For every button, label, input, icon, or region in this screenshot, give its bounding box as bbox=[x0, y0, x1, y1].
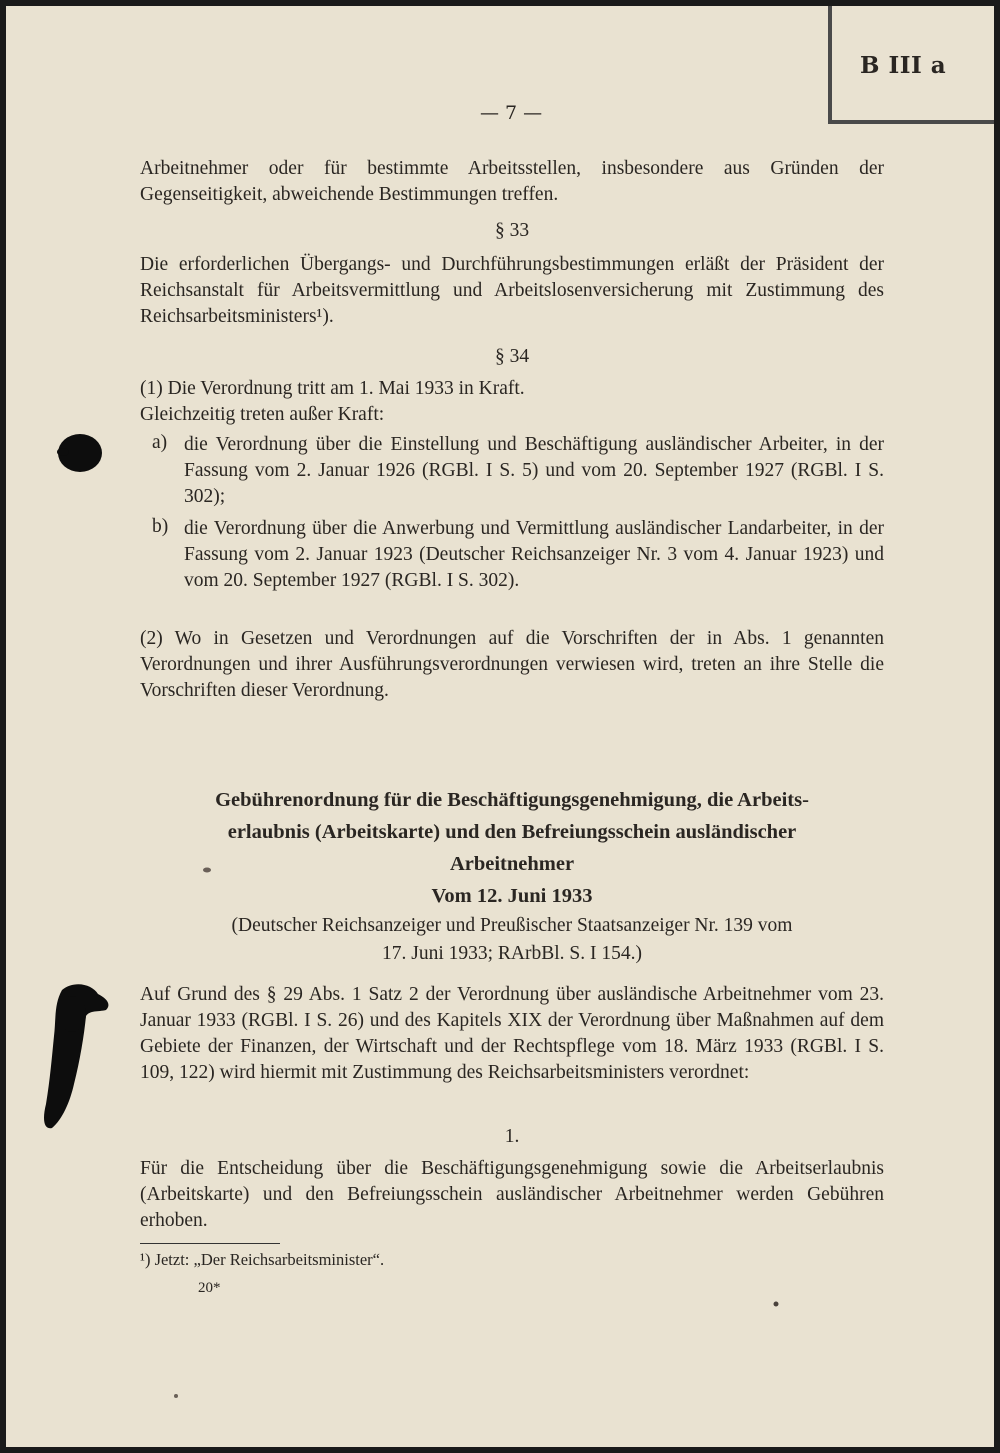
source-line-2: 17. Juni 1933; RArbBl. S. I 154.) bbox=[381, 943, 642, 964]
register-tab-label: B III a bbox=[860, 52, 947, 79]
section-34-heading: § 34 bbox=[494, 346, 530, 367]
preamble-paragraph: Auf Grund des § 29 Abs. 1 Satz 2 der Verordnung über ausländische Arbeitnehmer vom 23. Januar 1933 (RGBl. I S. 26) und des Kapitels XIX der Verordnung über Maßnahmen auf dem Gebiete der Finanzen, der Wirtschaft und der Rechtspflege vom 18. März 1933 (RGBl. I S. 109, 122) wird hiermit mit Zustimmung des Reichsarbeitsministers verordnet: bbox=[140, 984, 884, 1083]
source-line-1: (Deutscher Reichsanzeiger und Preußischer Staatsanzeiger Nr. 139 vom bbox=[231, 915, 793, 936]
document-page bbox=[6, 6, 994, 1447]
signature-mark: 20* bbox=[198, 1280, 221, 1296]
title-line-2: erlaubnis (Arbeitskarte) und den Befreiungsschein ausländischer bbox=[227, 821, 797, 843]
item-b-text: die Verordnung über die Anwerbung und Vermittlung ausländischer Landarbeiter, in der Fassung vom 2. Januar 1923 (Deutscher Reichsanzeiger Nr. 3 vom 4. Januar 1923) und vom 20. September 1927 (RGBl. I S. 302). bbox=[184, 518, 884, 591]
section-34-para2: (2) Wo in Gesetzen und Verordnungen auf die Vorschriften der in Abs. 1 genannten Verordnungen und ihrer Ausführungsverordnungen verwiesen wird, treten an ihre Stelle die Vorschriften dieser Verordnung. bbox=[140, 628, 884, 701]
item-b-label: b) bbox=[152, 516, 169, 537]
speck-3 bbox=[172, 1392, 180, 1400]
ink-blot-lower bbox=[32, 980, 116, 1132]
title-date: Vom 12. Juni 1933 bbox=[431, 885, 593, 907]
section-33-text: Die erforderlichen Übergangs- und Durchführungsbestimmungen erläßt der Präsident der Reichsanstalt für Arbeitsvermittlung und Arbeitslosenversicherung mit Zustimmung des Reichsarbeitsministers¹). bbox=[140, 254, 884, 327]
ink-blot-upper bbox=[54, 430, 106, 476]
speck-2 bbox=[772, 1300, 780, 1308]
title-line-1: Gebührenordnung für die Beschäftigungsgenehmigung, die Arbeits- bbox=[215, 789, 809, 811]
item-a-text: die Verordnung über die Einstellung und Beschäftigung ausländischer Arbeiter, in der Fassung vom 2. Januar 1926 (RGBl. I S. 5) und vom 20. September 1927 (RGBl. I S. 302); bbox=[184, 434, 884, 507]
section-34-para1-line1: (1) Die Verordnung tritt am 1. Mai 1933 in Kraft. bbox=[140, 378, 525, 399]
section-1-heading: 1. bbox=[504, 1126, 520, 1147]
footnote: ¹) Jetzt: „Der Reichsarbeitsminister“. bbox=[140, 1250, 385, 1269]
section-34-para1-line2: Gleichzeitig treten außer Kraft: bbox=[140, 404, 385, 425]
footnote-divider bbox=[140, 1243, 280, 1244]
speck-1 bbox=[202, 866, 212, 874]
page-number: — 7 — bbox=[480, 102, 543, 124]
title-line-3: Arbeitnehmer bbox=[449, 853, 575, 875]
section-1-text: Für die Entscheidung über die Beschäftigungsgenehmigung sowie die Arbeitserlaubnis (Arbeitskarte) und den Befreiungsschein ausländischer Arbeitnehmer werden Gebühren erhoben. bbox=[140, 1158, 884, 1231]
section-33-heading: § 33 bbox=[494, 220, 530, 241]
item-a-label: a) bbox=[152, 432, 168, 453]
intro-paragraph: Arbeitnehmer oder für bestimmte Arbeitsstellen, insbesondere aus Gründen der Gegenseitigkeit, abweichende Bestimmungen treffen. bbox=[140, 158, 884, 205]
register-tab bbox=[828, 6, 994, 124]
